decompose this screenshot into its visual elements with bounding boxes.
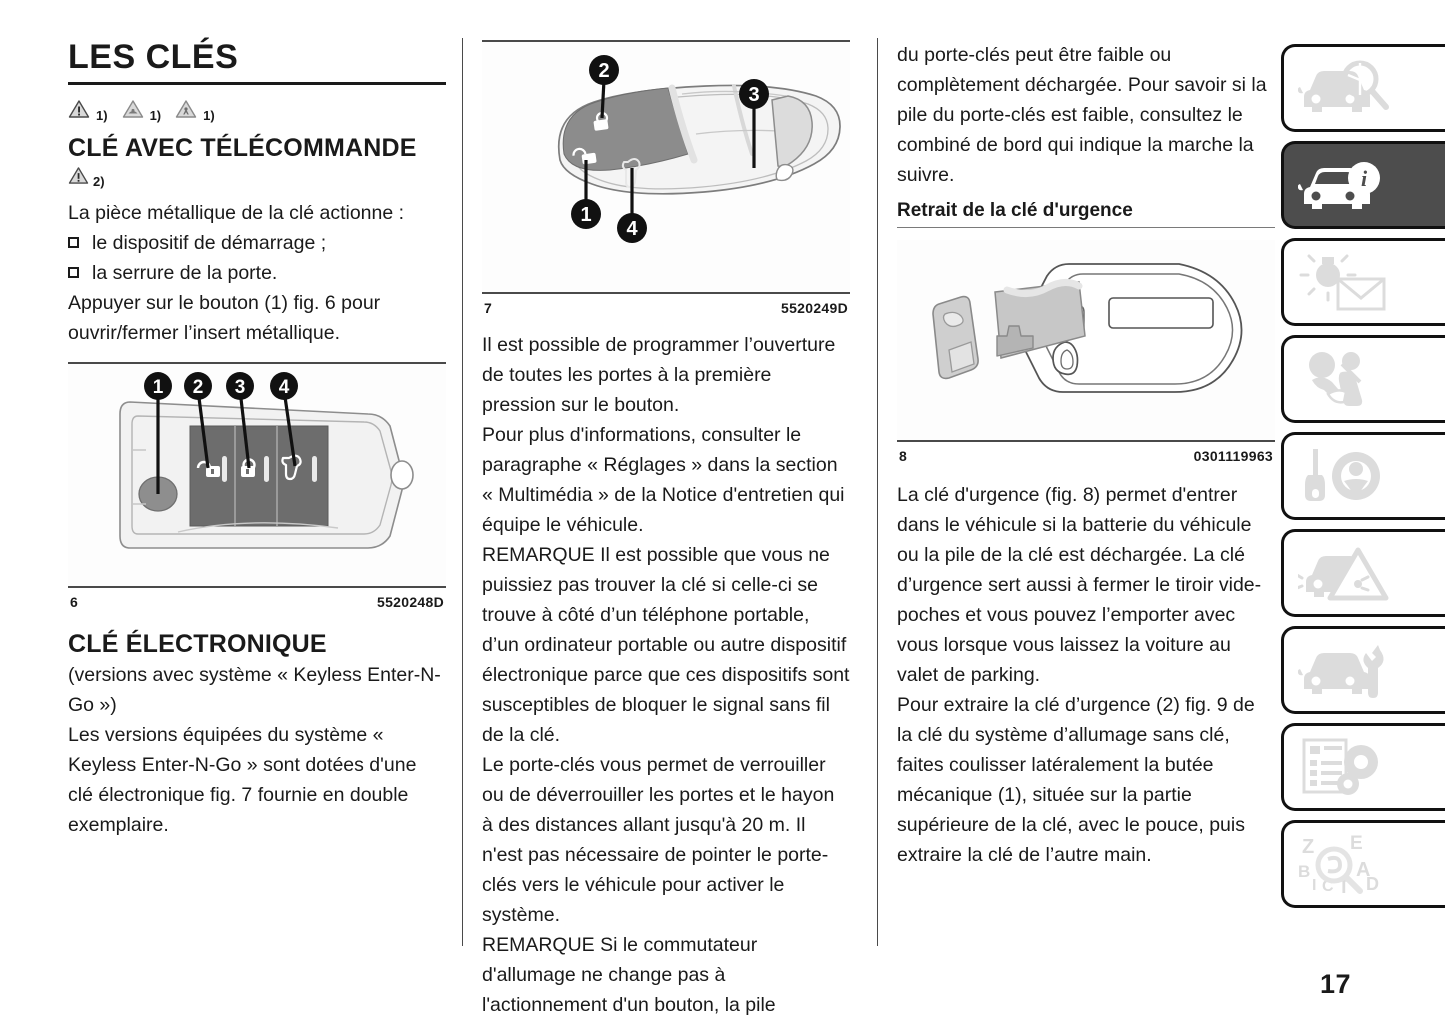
- figure-8: [897, 240, 1275, 464]
- svg-text:1: 1: [580, 204, 592, 226]
- column-divider-left: [462, 38, 463, 946]
- paragraph-more-info: Pour plus d'informations, consulter le paragraphe « Réglages » dans la section « Multimédia » de la Notice d'entretien qui équipe le véhicule.: [482, 424, 845, 536]
- paragraph-note-interference: REMARQUE Il est possible que vous ne puissiez pas trouver la clé si celle-ci se trouve à côté d’un téléphone portable, d’un ordinateur portable ou autre dispositif électronique parce que ces dispositifs sont susceptibles de bloquer le signal sans fil de la clé.: [482, 544, 850, 746]
- warning-triangle-icon: [68, 166, 89, 190]
- square-bullet-icon: [68, 267, 79, 278]
- figure-7: [482, 40, 850, 316]
- environment-warning-icon: [122, 99, 144, 124]
- figure-number: 7: [484, 300, 493, 316]
- page-number: 17: [1319, 969, 1351, 999]
- sidebar-item-index-search[interactable]: [1281, 820, 1445, 908]
- specifications-icon: [1298, 736, 1394, 798]
- figure-code: 0301119963: [1193, 447, 1273, 464]
- left-column: [68, 40, 446, 840]
- paragraph-emergency-key-extract: Pour extraire la clé d’urgence (2) fig. 9 de la clé du système d’allumage sans clé, faites coulisser latéralement la butée mécanique (1), située sur la partie supérieure de la clé, avec le pouce, puis extraire la clé de l’autre main.: [897, 693, 1255, 866]
- subheading-emergency-key-removal: Retrait de la clé d'urgence: [897, 200, 1133, 221]
- paragraph-keyfob-range: Le porte-clés vous permet de verrouiller ou de déverrouiller les portes et le hayon à des distances allant jusqu'à 20 m. Il n'est pas nécessaire de pointer le porte-clés vers le véhicule pour activer le système.: [482, 754, 835, 926]
- middle-column: [482, 40, 850, 1020]
- sidebar-item-occupant-safety[interactable]: [1281, 335, 1445, 423]
- sidebar-item-car-inspection[interactable]: [1281, 44, 1445, 132]
- maintenance-icon: [1298, 639, 1394, 701]
- sidebar-item-specifications[interactable]: [1281, 723, 1445, 811]
- person-warning-icon: [175, 99, 197, 124]
- svg-text:B: B: [1298, 862, 1311, 881]
- svg-text:2: 2: [192, 376, 204, 398]
- car-inspection-icon: [1298, 57, 1394, 119]
- section-warning-row: [68, 166, 446, 190]
- section-footnote: 2): [93, 174, 105, 190]
- intro-paragraph: La pièce métallique de la clé actionne :: [68, 201, 405, 224]
- warning-lights-icon: [1298, 251, 1394, 313]
- section-tabs: [1281, 44, 1445, 917]
- electronic-key-body: Les versions équipées du système « Keyless Enter-N-Go » sont dotées d'une clé électronique fig. 7 fournie en double exemplaire.: [68, 723, 417, 836]
- svg-text:I: I: [1312, 877, 1317, 894]
- paragraph-programming: Il est possible de programmer l’ouverture de toutes les portes à la première pression sur le bouton.: [482, 334, 836, 416]
- page-title: LES CLÉS: [68, 38, 239, 76]
- svg-text:1: 1: [152, 376, 164, 398]
- button-instruction-paragraph: Appuyer sur le bouton (1) fig. 6 pour ouvrir/fermer l’insert métallique.: [68, 291, 381, 344]
- paragraph-emergency-key-use: La clé d'urgence (fig. 8) permet d'entrer dans le véhicule si la batterie du véhicule ou la pile de la clé est déchargée. La clé d’urgence sert aussi à fermer le tiroir vide-poches et vous pouvez l’emporter avec vous lorsque vous laissez la voiture au valet de parking.: [897, 483, 1262, 686]
- svg-text:i: i: [1360, 166, 1368, 191]
- actions-bullet-list: [68, 228, 446, 288]
- svg-text:4: 4: [278, 376, 290, 398]
- right-column: [897, 40, 1275, 870]
- warning-footnote-3: 1): [203, 107, 215, 123]
- subheading-underline: [897, 227, 1275, 228]
- svg-text:C: C: [1322, 878, 1334, 895]
- figure-8-illustration: [897, 240, 1275, 440]
- emergency-icon: [1298, 542, 1394, 604]
- index-search-icon: [1298, 833, 1406, 895]
- figure-number: 6: [70, 593, 79, 610]
- svg-text:D: D: [1366, 874, 1379, 894]
- electronic-key-subtitle: (versions avec système « Keyless Enter-N-Go »): [68, 663, 441, 716]
- key-steering-icon: [1298, 445, 1394, 507]
- figure-8-caption: [897, 442, 1275, 464]
- warning-footnote-1: 1): [96, 107, 108, 123]
- svg-text:A: A: [1356, 859, 1371, 881]
- sidebar-item-car-info[interactable]: [1281, 141, 1445, 229]
- figure-number: 8: [899, 447, 908, 464]
- figure-6-caption: [68, 588, 446, 610]
- occupant-safety-icon: [1298, 348, 1394, 410]
- square-bullet-icon: [68, 237, 79, 248]
- svg-text:3: 3: [234, 376, 246, 398]
- svg-text:3: 3: [748, 84, 760, 106]
- paragraph-battery-continued: du porte-clés peut être faible ou complètement déchargée. Pour savoir si la pile du porte-clés est faible, consultez le combiné de bord qui indique la marche la suivre.: [897, 44, 1267, 186]
- sidebar-item-maintenance[interactable]: [1281, 626, 1445, 714]
- column-divider-right: [877, 38, 878, 946]
- section-heading-electronic-key: CLÉ ÉLECTRONIQUE: [68, 629, 327, 658]
- figure-6: [68, 362, 446, 610]
- figure-6-illustration: [68, 364, 446, 586]
- list-item-label: le dispositif de démarrage ;: [92, 231, 327, 254]
- warning-symbols-row: [68, 99, 446, 124]
- svg-text:4: 4: [626, 218, 638, 240]
- svg-text:Z: Z: [1302, 836, 1315, 858]
- svg-text:T: T: [1338, 877, 1350, 895]
- warning-footnote-2: 1): [149, 107, 162, 123]
- figure-code: 5520249D: [780, 300, 848, 316]
- sidebar-item-warning-lights[interactable]: [1281, 238, 1445, 326]
- section-heading-key-with-remote: CLÉ AVEC TÉLÉCOMMANDE: [68, 133, 417, 162]
- car-info-icon: [1298, 154, 1394, 216]
- sidebar-item-emergency[interactable]: [1281, 529, 1445, 617]
- list-item: [68, 228, 446, 258]
- figure-code: 5520248D: [376, 593, 444, 610]
- figure-7-caption: [482, 294, 850, 316]
- sidebar-item-key-steering[interactable]: [1281, 432, 1445, 520]
- svg-text:E: E: [1350, 833, 1363, 854]
- title-underline: [68, 82, 446, 85]
- list-item: [68, 258, 446, 288]
- figure-7-illustration: [482, 42, 850, 292]
- list-item-label: la serrure de la porte.: [92, 261, 278, 284]
- svg-text:2: 2: [598, 60, 610, 82]
- warning-triangle-icon: [68, 99, 90, 124]
- paragraph-note-ignition: REMARQUE Si le commutateur d'allumage ne change pas à l'actionnement d'un bouton, la pile: [482, 934, 776, 1016]
